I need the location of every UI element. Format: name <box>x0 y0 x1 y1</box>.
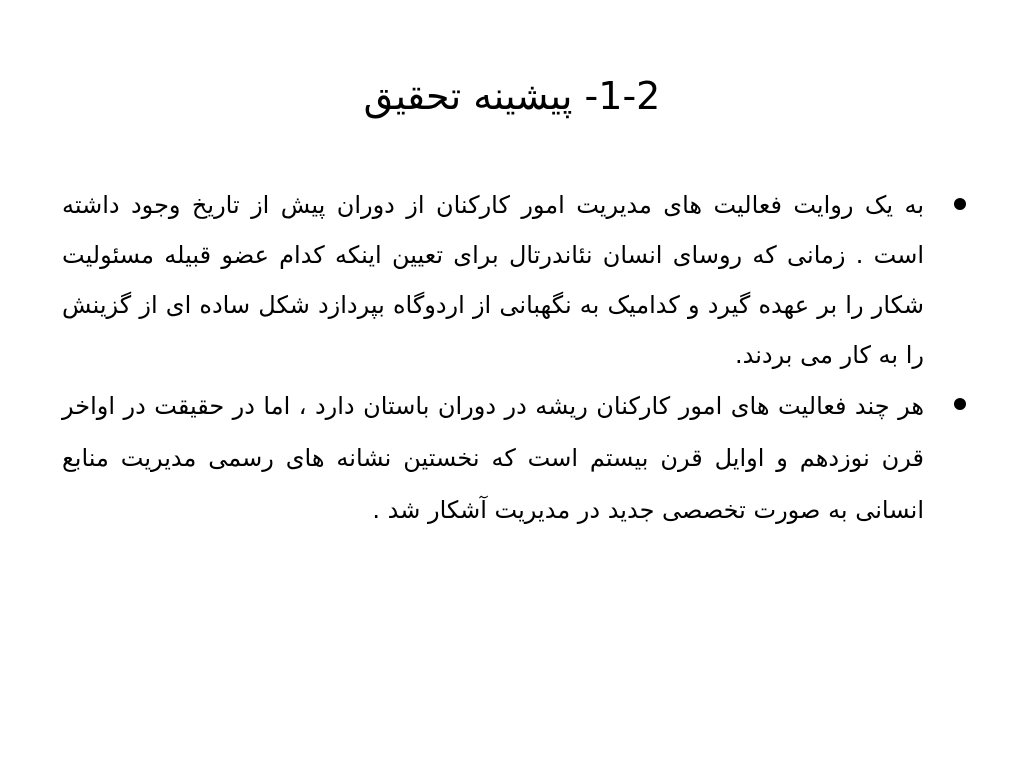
bullet-item <box>62 180 966 380</box>
bullet-icon <box>954 198 966 210</box>
bullet-text: به یک روایت فعالیت های مدیریت امور کارکنان از دوران پیش از تاریخ وجود داشته است . زمانی که روسای انسان نئاندرتال برای تعیین اینکه کدام عضو قبیله مسئولیت شکار را بر عهده گیرد و کدامیک به نگهبانی از اردوگاه بپردازد شکل ساده ای از گزینش را به کار می بردند. <box>62 191 924 369</box>
slide-content <box>62 180 966 536</box>
slide-title: 1-2- پیشینه تحقیق <box>363 74 661 118</box>
bullet-item <box>62 380 966 536</box>
bullet-text: هر چند فعالیت های امور کارکنان ریشه در دوران باستان دارد ، اما در حقیقت در اواخر قرن نوزدهم و اوایل قرن بیستم است که نخستین نشانه های رسمی مدیریت منابع انسانی به صورت تخصصی جدید در مدیریت آشکار شد . <box>62 392 924 524</box>
bullet-icon <box>954 398 966 410</box>
